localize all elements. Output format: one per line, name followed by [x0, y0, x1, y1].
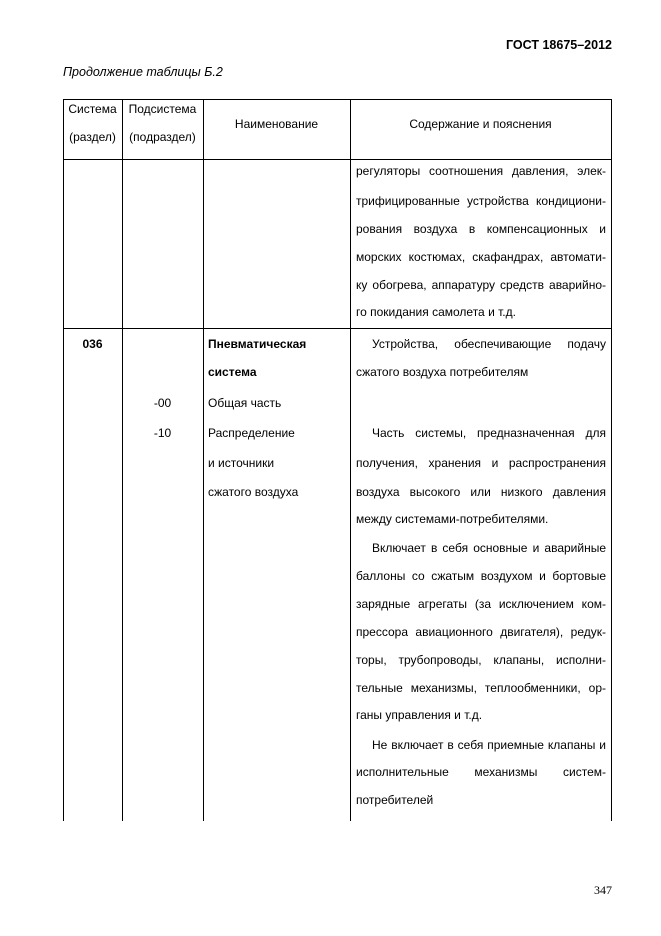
subsystem-10-paragraph-line: получения, хранения и распространения [356, 456, 606, 470]
row-divider [63, 328, 611, 329]
header-name: Наименование [234, 117, 319, 131]
system-code: 036 [82, 337, 103, 351]
continuation-line: рования воздуха в компенсационных и [356, 222, 606, 236]
header-bottom-border [63, 159, 611, 160]
subsystem-10-paragraph-line: ганы управления и т.д. [356, 708, 483, 722]
subsystem-10-paragraph-line: баллоны со сжатым воздухом и бортовые [356, 569, 606, 583]
header-subsystem: Подсистема [128, 102, 197, 116]
column-divider-2 [203, 99, 204, 821]
page-number: 347 [594, 883, 612, 897]
subsystem-10-paragraph-line: прессора авиационного двигателя), редук- [356, 625, 606, 639]
header-system: Система [68, 102, 117, 116]
subsystem-00-code: -00 [153, 396, 172, 410]
subsystem-10-name: и источники [208, 456, 275, 470]
header-system-sub: (раздел) [69, 130, 116, 144]
continuation-line: регуляторы соотношения давления, элек- [356, 164, 606, 178]
header-content: Содержание и пояснения [409, 117, 552, 131]
subsystem-10-paragraph-line: Не включает в себя приемные клапаны и [372, 738, 606, 752]
table-right-border [611, 99, 612, 821]
subsystem-10-paragraph-line: потребителей [356, 793, 434, 807]
system-description-cont: сжатого воздуха потребителям [356, 365, 529, 379]
continuation-line: морских костюмах, скафандрах, автомати- [356, 250, 606, 264]
header-subsystem-sub: (подраздел) [129, 130, 196, 144]
subsystem-10-paragraph-line: торы, трубопроводы, клапаны, исполни- [356, 653, 606, 667]
document-code: ГОСТ 18675–2012 [506, 38, 612, 52]
subsystem-10-paragraph-line: зарядные агрегаты (за исключением ком- [356, 597, 606, 611]
subsystem-10-paragraph-line: воздуха высокого или низкого давления [356, 485, 606, 499]
subsystem-10-name: сжатого воздуха [208, 485, 299, 499]
system-description: Устройства, обеспечивающие подачу [372, 337, 606, 351]
subsystem-00-name: Общая часть [208, 396, 282, 410]
subsystem-10-paragraph-line: Включает в себя основные и аварийные [372, 541, 606, 555]
continuation-line: го покидания самолета и т.д. [356, 305, 516, 319]
table-caption: Продолжение таблицы Б.2 [63, 65, 223, 79]
continuation-line: трифицированные устройства кондициони- [356, 194, 606, 208]
subsystem-10-paragraph-line: тельные механизмы, теплообменники, ор- [356, 681, 606, 695]
table-left-border [63, 99, 64, 821]
column-divider-1 [122, 99, 123, 821]
table-top-border [63, 99, 611, 100]
system-name: Пневматическая [208, 337, 307, 351]
continuation-line: ку обогрева, аппаратуру средств аварийно- [356, 278, 606, 292]
subsystem-10-paragraph-line: исполнительные механизмы систем- [356, 765, 606, 779]
subsystem-10-name: Распределение [208, 426, 295, 440]
column-divider-3 [350, 99, 351, 821]
system-name-cont: система [208, 365, 257, 379]
subsystem-10-paragraph-line: между системами-потребителями. [356, 512, 549, 526]
subsystem-10-code: -10 [153, 426, 172, 440]
subsystem-10-paragraph-line: Часть системы, предназначенная для [372, 426, 606, 440]
